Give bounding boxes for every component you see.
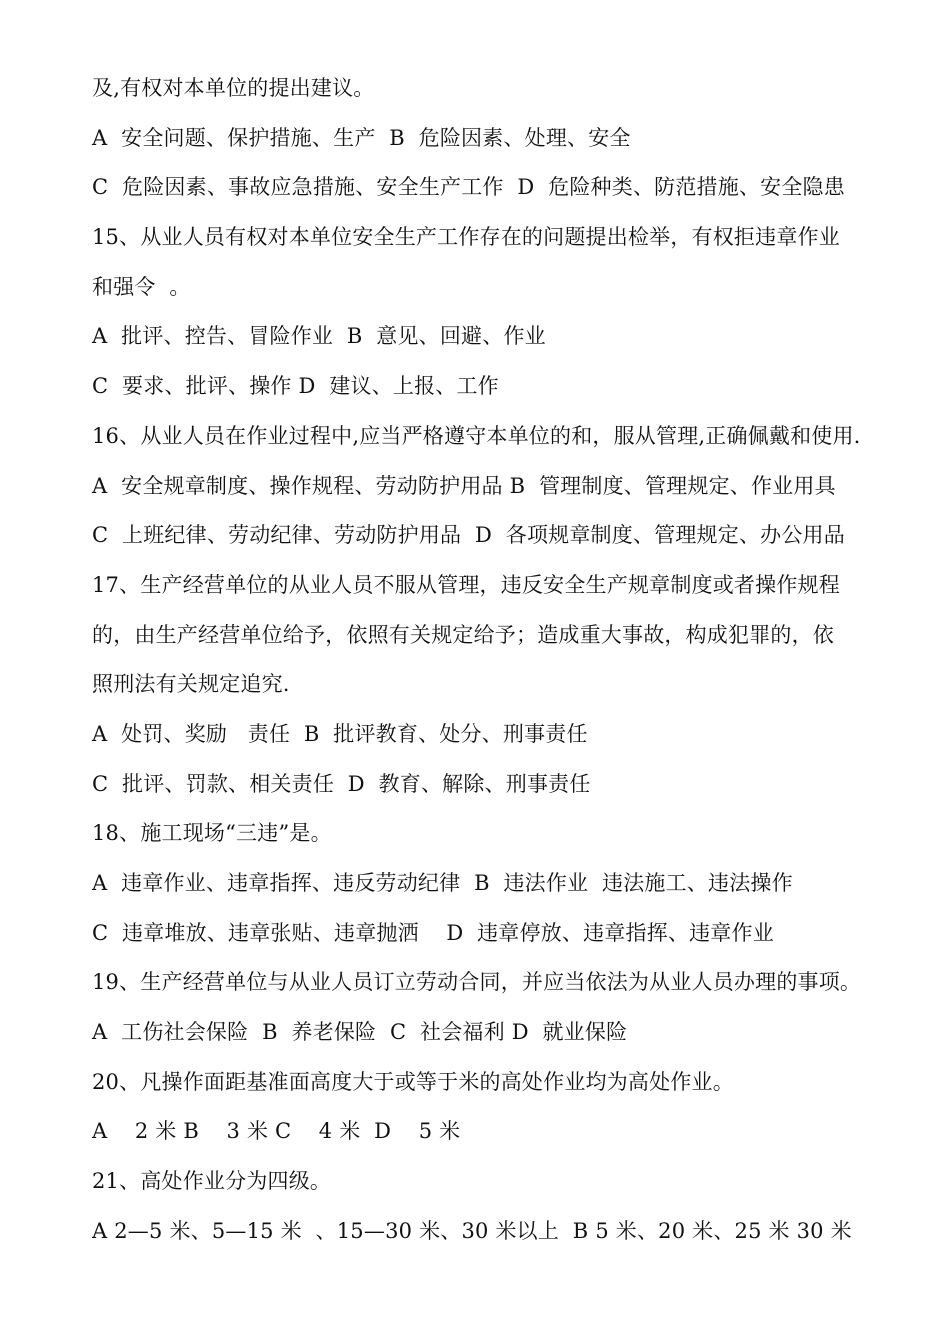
question-21: 21、高处作业分为四级。 — [92, 1169, 332, 1194]
options-17-ab: A 处罚、奖励 责任 B 批评教育、处分、刑事责任 — [92, 721, 588, 746]
options-21: A 2—5 米、5—15 米 、15—30 米、30 米以上 B 5 米、20 米、25 米 30 米 — [92, 1218, 852, 1243]
text-line-2: A 安全问题、保护措施、生产 B 危险因素、处理、安全 — [92, 125, 631, 150]
question-15: 15、从业人员有权对本单位安全生产工作存在的问题提出检举，有权拒违章作业 — [92, 225, 840, 250]
options-20: A 2 米 B 3 米 C 4 米 D 5 米 — [92, 1119, 461, 1144]
options-15-ab: A 批评、控告、冒险作业 B 意见、回避、作业 — [92, 324, 546, 349]
options-16-ab: A 安全规章制度、操作规程、劳动防护用品 B 管理制度、管理规定、作业用具 — [92, 473, 836, 498]
options-17-cd: C 批评、罚款、相关责任 D 教育、解除、刑事责任 — [92, 771, 591, 796]
options-18-cd: C 违章堆放、违章张贴、违章抛洒 D 违章停放、违章指挥、违章作业 — [92, 920, 774, 945]
question-18: 18、施工现场“三违”是。 — [92, 821, 332, 846]
options-15-cd: C 要求、批评、操作 D 建议、上报、工作 — [92, 374, 499, 399]
options-18-ab: A 违章作业、违章指挥、违反劳动纪律 B 违法作业 违法施工、违法操作 — [92, 871, 793, 895]
text-line-1: 及,有权对本单位的提出建议。 — [92, 76, 375, 100]
options-16-cd: C 上班纪律、劳动纪律、劳动防护用品 D 各项规章制度、管理规定、办公用品 — [92, 523, 845, 548]
options-19: A 工伤社会保险 B 养老保险 C 社会福利 D 就业保险 — [92, 1020, 628, 1045]
text-line-3: C 危险因素、事故应急措施、安全生产工作 D 危险种类、防范措施、安全隐患 — [92, 175, 845, 200]
text-line-5: 和强令 。 — [92, 274, 191, 299]
question-17: 17、生产经营单位的从业人员不服从管理，违反安全生产规章制度或者操作规程 — [92, 572, 840, 597]
text-line-13: 照刑法有关规定追究. — [92, 672, 290, 697]
question-19: 19、生产经营单位与从业人员订立劳动合同，并应当依法为从业人员办理的事项。 — [92, 970, 862, 995]
question-20: 20、凡操作面距基准面高度大于或等于米的高处作业均为高处作业。 — [92, 1069, 734, 1094]
document-body — [92, 64, 892, 1257]
question-16: 16、从业人员在作业过程中,应当严格遵守本单位的和，服从管理,正确佩戴和使用. — [92, 423, 861, 448]
text-line-12: 的，由生产经营单位给予，依照有关规定给予；造成重大事故，构成犯罪的，依 — [92, 622, 834, 647]
